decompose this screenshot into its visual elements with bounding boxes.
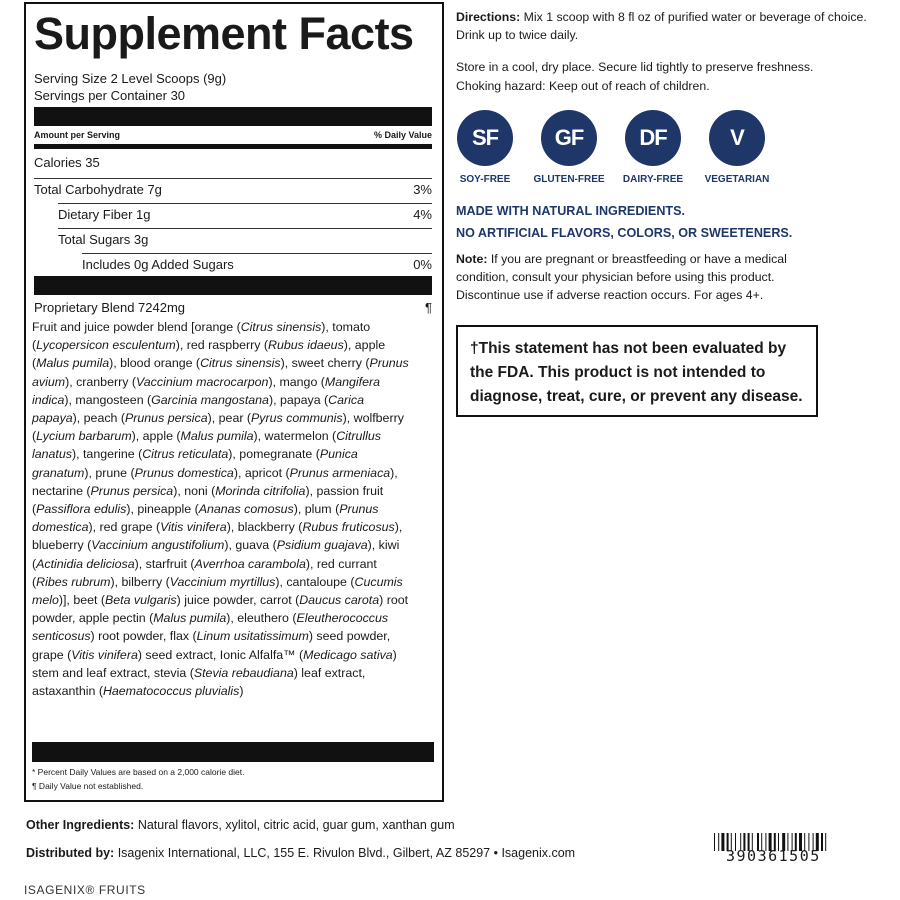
soy-free-badge-icon: SF	[457, 110, 513, 166]
claim-no-artificial: NO ARTIFICIAL FLAVORS, COLORS, OR SWEETENERS.	[456, 226, 793, 240]
storage-text: Store in a cool, dry place. Secure lid tightly to preserve freshness.	[456, 60, 814, 74]
row-total-sugars: Total Sugars 3g	[58, 228, 432, 251]
row-dietary-fiber: Dietary Fiber 1g 4%	[58, 203, 432, 226]
vegetarian-badge-icon: V	[709, 110, 765, 166]
servings-per-container: Servings per Container 30	[34, 88, 186, 103]
row-proprietary-blend: Proprietary Blend 7242mg ¶	[34, 300, 432, 315]
ingredients-text: Fruit and juice powder blend [orange (Citrus sinensis), tomato (Lycopersicon esculentum), red raspberry (Rubus idaeus), apple (Malus pumila), blood orange (Citrus sinensis), sweet cherry (Prunus avium), cranberry (Vaccinium macrocarpon), mango (Mangifera indica), mangosteen (Garcinia mangostana), papaya (Carica papaya), peach (Prunus persica), pear (Pyrus communis), wolfberry (Lycium barbarum), apple (Malus pumila), watermelon (Citrullus lanatus), tangerine (Citrus reticulata), pomegranate (Punica granatum), prune (Prunus domestica), apricot (Prunus armeniaca), nectarine (Prunus persica), noni (Morinda citrifolia), passion fruit (Passiflora edulis), pineapple (Ananas comosus), plum (Prunus domestica), red grape (Vitis vinifera), blackberry (Rubus fruticosus), blueberry (Vaccinium angustifolium), guava (Psidium guajava), kiwi (Actinidia deliciosa), starfruit (Averrhoa carambola), red currant (Ribes rubrum), bilberry (Vaccinium myrtillus), cantaloupe (Cucumis melo)], beet (Beta vulgaris) juice powder, carrot (Daucus carota) root powder, apple pectin (Malus pumila), eleuthero (Eleutherococcus senticosus) root powder, flax (Linum usitatissimum) seed powder, grape (Vitis vinifera) seed extract, Ionic Alfalfa™ (Medicago sativa) stem and leaf extract, stevia (Stevia rebaudiana) leaf extract, astaxanthin (Haematococcus pluvialis)	[32, 320, 409, 699]
amount-header: Amount per Serving	[34, 130, 121, 140]
brand-line: ISAGENIX® FRUITS	[24, 883, 146, 897]
facts-title: Supplement Facts	[34, 8, 414, 59]
soy-free-label: SOY-FREE	[459, 174, 511, 185]
note-label: Note:	[456, 252, 488, 266]
medium-rule	[34, 144, 432, 149]
serving-info	[34, 70, 226, 104]
row-calories: Calories 35	[34, 155, 100, 170]
footnote-not-established: ¶ Daily Value not established.	[32, 781, 144, 791]
row-added-sugars: Includes 0g Added Sugars 0%	[82, 253, 432, 276]
vegetarian-label: VEGETARIAN	[704, 174, 770, 185]
serving-size: Serving Size 2 Level Scoops (9g)	[34, 71, 227, 86]
directions-label: Directions:	[456, 10, 521, 24]
natural-claims	[456, 200, 792, 244]
row-total-carbohydrate: Total Carbohydrate 7g 3%	[34, 178, 432, 201]
dv-header: % Daily Value	[373, 130, 432, 140]
distributor	[26, 844, 575, 862]
distributor-label: Distributed by:	[26, 846, 115, 860]
distributor-text: Isagenix International, LLC, 155 E. Rivulon Blvd., Gilbert, AZ 85297 • Isagenix.com	[117, 846, 576, 860]
amount-header-row	[34, 128, 432, 142]
gluten-free-badge-icon: GF	[541, 110, 597, 166]
gluten-free-label: GLUTEN-FREE	[533, 174, 605, 185]
choking-text: Choking hazard: Keep out of reach of children.	[456, 79, 710, 93]
dairy-free-badge-icon: DF	[625, 110, 681, 166]
directions	[456, 8, 886, 44]
footnote-daily-value: * Percent Daily Values are based on a 2,000 calorie diet.	[32, 767, 245, 777]
thick-rule-top	[34, 107, 432, 126]
fda-disclaimer-box: †This statement has not been evaluated by the FDA. This product is not intended to diagnose, treat, cure, or prevent any disease.	[456, 325, 818, 417]
note: Note: If you are pregnant or breastfeeding or have a medical condition, consult your physician before using this product. Discontinue use if adverse reaction occurs. For ages 4+.	[456, 252, 787, 302]
other-ingredients-label: Other Ingredients:	[26, 818, 135, 832]
other-ingredients	[26, 816, 455, 834]
dairy-free-label: DAIRY-FREE	[622, 174, 684, 185]
thick-rule-middle	[34, 276, 432, 295]
directions-text: Mix 1 scoop with 8 fl oz of purified water or beverage of choice. Drink up to twice daily.	[456, 10, 867, 42]
claim-natural-ingredients: MADE WITH NATURAL INGREDIENTS.	[456, 204, 686, 218]
barcode-number: 390361505	[726, 847, 821, 865]
other-ingredients-text: Natural flavors, xylitol, citric acid, guar gum, xanthan gum	[137, 818, 455, 832]
